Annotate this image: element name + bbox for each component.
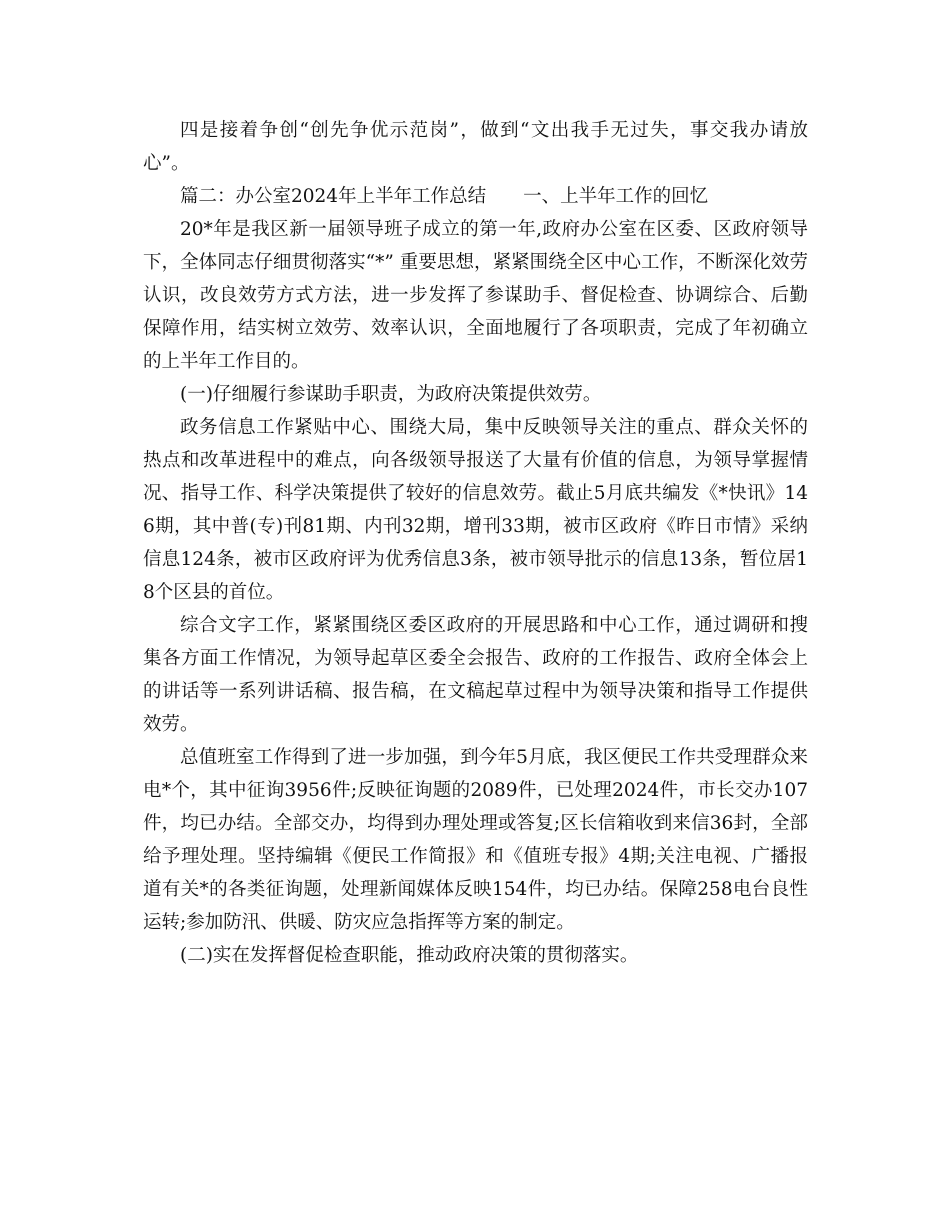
paragraph-3: 20*年是我区新一届领导班子成立的第一年,政府办公室在区委、区政府领导下，全体同志仔细贯彻落实“*” 重要思想，紧紧围绕全区中心工作，不断深化效劳认识，改良效劳方式方法，进一步发挥了参谋助手、督促检查、协调综合、后勤保障作用，结实树立效劳、效率认识，全面地履行了各项职责，完成了年初确立的上半年工作目的。 <box>143 219 808 372</box>
paragraph-1: 四是接着争创“创先争优示范岗”，做到“文出我手无过失，事交我办请放心”。 <box>143 120 808 174</box>
paragraph-7: 总值班室工作得到了进一步加强，到今年5月底，我区便民工作共受理群众来电*个，其中征询3956件;反映征询题的2089件，已处理2024件，市长交办107件，均已办结。全部交办，均得到办理处理或答复;区长信箱收到来信36封，全部给予理处理。坚持编辑《便民工作简报》和《值班专报》4期;关注电视、广播报道有关*的各类征询题，处理新闻媒体反映154件，均已办结。保障258电台良性运转;参加防汛、供暖、防灾应急指挥等方案的制定。 <box>143 747 808 933</box>
paragraph-4: (一)仔细履行参谋助手职责，为政府决策提供效劳。 <box>180 384 602 405</box>
paragraph-6: 综合文字工作，紧紧围绕区委区政府的开展思路和中心工作，通过调研和搜集各方面工作情况，为领导起草区委全会报告、政府的工作报告、政府全体会上的讲话等一系列讲话稿、报告稿，在文稿起草过程中为领导决策和指导工作提供效劳。 <box>143 615 808 735</box>
paragraph-8: (二)实在发挥督促检查职能，推动政府决策的贯彻落实。 <box>180 945 639 966</box>
document-body <box>143 114 808 972</box>
paragraph-5: 政务信息工作紧贴中心、围绕大局，集中反映领导关注的重点、群众关怀的热点和改革进程中的难点，向各级领导报送了大量有价值的信息，为领导掌握情况、指导工作、科学决策提供了较好的信息效劳。截止5月底共编发《*快讯》146期，其中普(专)刊81期、内刊32期，增刊33期，被市区政府《昨日市情》采纳信息124条，被市区政府评为优秀信息3条，被市领导批示的信息13条，暂位居18个区县的首位。 <box>143 417 808 603</box>
paragraph-2: 篇二：办公室2024年上半年工作总结 一、上半年工作的回忆 <box>180 186 709 207</box>
